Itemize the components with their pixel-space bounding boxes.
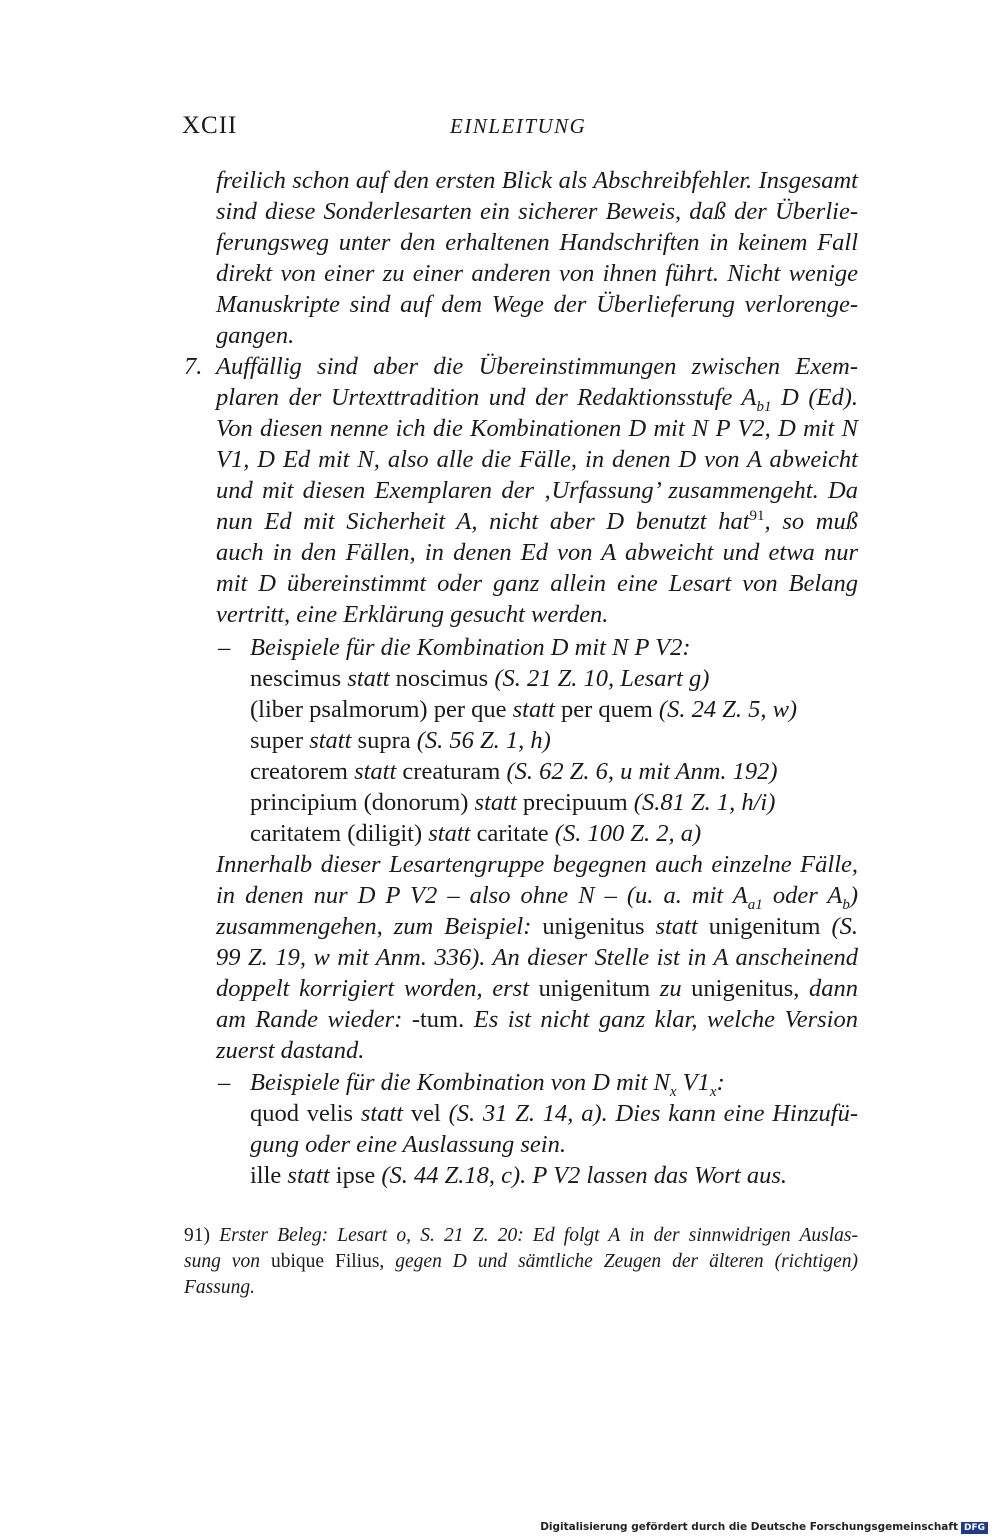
item7-line: vertritt, eine Erklärung gesucht werden. <box>216 601 609 628</box>
subscript: b <box>842 896 850 913</box>
list-row <box>250 1098 858 1129</box>
footnote-ref[interactable]: 91 <box>749 507 765 524</box>
subscript: a1 <box>747 896 763 913</box>
reading: -tum. <box>411 1006 465 1033</box>
list-row <box>250 663 709 694</box>
list-row <box>250 694 797 725</box>
text: : <box>716 1069 725 1096</box>
reading: (liber psalmorum) per que <box>250 696 513 723</box>
list-heading <box>250 1067 725 1098</box>
list-row <box>250 787 775 818</box>
list-row <box>250 756 778 787</box>
statt: statt <box>474 789 517 816</box>
list-row <box>250 725 551 756</box>
text: gegen D und sämtliche Zeugen der älteren (richtigen) <box>384 1251 858 1272</box>
reading: ipse <box>329 1162 382 1189</box>
reading: unigenitum <box>538 975 651 1002</box>
statt: statt <box>512 696 555 723</box>
text: statt <box>644 913 709 940</box>
text: dann <box>799 975 858 1002</box>
item7-line <box>216 506 858 537</box>
list-row <box>250 1160 787 1191</box>
statt: statt <box>347 665 390 692</box>
para-line: ferungsweg unter den erhaltenen Handschriften in keinem Fall <box>216 229 858 256</box>
reading: precipuum <box>516 789 634 816</box>
para-line: gangen. <box>216 322 295 349</box>
citation: (S. 24 Z. 5, w) <box>658 696 798 723</box>
reading: supra <box>351 727 417 754</box>
list-dash: – <box>218 634 231 661</box>
dfg-logo: DFG <box>961 1522 988 1534</box>
list-heading: Beispiele für die Kombination D mit N P V2: <box>250 634 691 661</box>
reading: ubique Filius, <box>270 1251 385 1272</box>
para2-line: 99 Z. 19, w mit Anm. 336). An dieser Stelle ist in A anscheinend <box>216 944 858 971</box>
citation: (S. 100 Z. 2, a) <box>554 820 702 847</box>
item7-line: V1, D Ed mit N, also alle die Fälle, in denen D von A abweicht <box>216 446 858 473</box>
footnote-line: Fassung. <box>184 1277 255 1298</box>
footnote-number: 91) <box>184 1225 210 1246</box>
citation: (S. 21 Z. 10, Lesart g) <box>494 665 710 692</box>
text: (S. <box>820 913 858 940</box>
text: plaren der Urtexttradition und der Redaktionsstufe A <box>216 384 757 411</box>
para-line: Manuskripte sind auf dem Wege der Überlieferung verlorenge- <box>216 291 858 318</box>
reading: super <box>250 727 310 754</box>
subscript: x <box>709 1083 717 1100</box>
text: , so muß <box>764 508 858 535</box>
text: nun Ed mit Sicherheit A, nicht aber D benutzt hat <box>216 508 750 535</box>
text: zusammengehen, zum Beispiel: <box>216 913 543 940</box>
list-row: gung oder eine Auslassung sein. <box>250 1131 566 1158</box>
text: am Rande wieder: <box>216 1006 412 1033</box>
reading: caritatem (diligit) <box>250 820 429 847</box>
footnote-line <box>184 1250 858 1274</box>
citation: (S. 56 Z. 1, h) <box>416 727 551 754</box>
statt: statt <box>309 727 352 754</box>
text: Es ist nicht ganz klar, welche Version <box>464 1006 858 1033</box>
reading: principium (donorum) <box>250 789 475 816</box>
subscript: b1 <box>756 398 772 415</box>
statt: statt <box>360 1100 404 1127</box>
item7-line <box>216 382 858 413</box>
para2-line <box>216 1004 858 1035</box>
para-line: freilich schon auf den ersten Blick als Abschreibfehler. Insgesamt <box>216 167 858 194</box>
item7-line: Auffällig sind aber die Übereinstimmungen zwischen Exem- <box>216 353 858 380</box>
item7-line: Von diesen nenne ich die Kombinationen D mit N P V2, D mit N <box>216 415 858 442</box>
page-number: XCII <box>182 112 238 139</box>
list-row <box>250 818 701 849</box>
para2-line <box>216 911 858 942</box>
reading: quod velis <box>250 1100 361 1127</box>
reading: per quem <box>554 696 659 723</box>
reading: noscimus <box>389 665 495 692</box>
statt: statt <box>428 820 471 847</box>
reading: ille <box>250 1162 288 1189</box>
running-head: EINLEITUNG <box>450 114 587 138</box>
item7-line: auch in den Fällen, in denen Ed von A abweicht und etwa nur <box>216 539 858 566</box>
text: sung von <box>184 1251 271 1272</box>
text: doppelt korrigiert worden, erst <box>216 975 539 1002</box>
reading: caritate <box>470 820 555 847</box>
citation: (S.81 Z. 1, h/i) <box>633 789 776 816</box>
item7-line: mit D übereinstimmt oder ganz allein eine Lesart von Belang <box>216 570 858 597</box>
footer-credit <box>540 1521 988 1534</box>
citation: (S. 44 Z.18, c). P V2 lassen das Wort aus. <box>381 1162 787 1189</box>
reading: unigenitus, <box>691 975 800 1002</box>
text: Beispiele für die Kombination von D mit N <box>250 1069 670 1096</box>
statt: statt <box>354 758 397 785</box>
text: oder A <box>762 882 843 909</box>
reading: vel <box>403 1100 449 1127</box>
para2-line: Innerhalb dieser Lesartengruppe begegnen auch einzelne Fälle, <box>216 851 858 878</box>
text: zu <box>650 975 692 1002</box>
text: in denen nur D P V2 – also ohne N – (u. a. mit A <box>216 882 748 909</box>
list-dash: – <box>218 1069 231 1096</box>
text: Erster Beleg: Lesart o, S. 21 Z. 20: Ed folgt A in der sinnwidrigen Auslas- <box>219 1225 858 1246</box>
para2-line: zuerst dastand. <box>216 1037 365 1064</box>
item-number: 7. <box>184 353 203 380</box>
reading: creatorem <box>250 758 355 785</box>
text: V1 <box>676 1069 710 1096</box>
reading: unigenitum <box>708 913 821 940</box>
reading: creaturam <box>396 758 507 785</box>
subscript: x <box>669 1083 677 1100</box>
reading: unigenitus <box>542 913 645 940</box>
item7-line: und mit diesen Exemplaren der ‚Urfassung’ zusammengeht. Da <box>216 477 858 504</box>
text: ) <box>849 882 858 909</box>
citation: (S. 31 Z. 14, a). Dies kann eine Hinzufü- <box>448 1100 858 1127</box>
footnote-line <box>184 1224 858 1248</box>
para2-line <box>216 880 858 911</box>
para-line: sind diese Sonderlesarten ein sicherer Beweis, daß der Überlie- <box>216 198 858 225</box>
citation: (S. 62 Z. 6, u mit Anm. 192) <box>506 758 778 785</box>
para2-line <box>216 973 858 1004</box>
para-line: direkt von einer zu einer anderen von ihnen führt. Nicht wenige <box>216 260 858 287</box>
reading: nescimus <box>250 665 348 692</box>
text: D (Ed). <box>771 384 858 411</box>
statt: statt <box>287 1162 330 1189</box>
credit-text: Digitalisierung gefördert durch die Deutsche Forschungsgemeinschaft <box>540 1521 958 1533</box>
